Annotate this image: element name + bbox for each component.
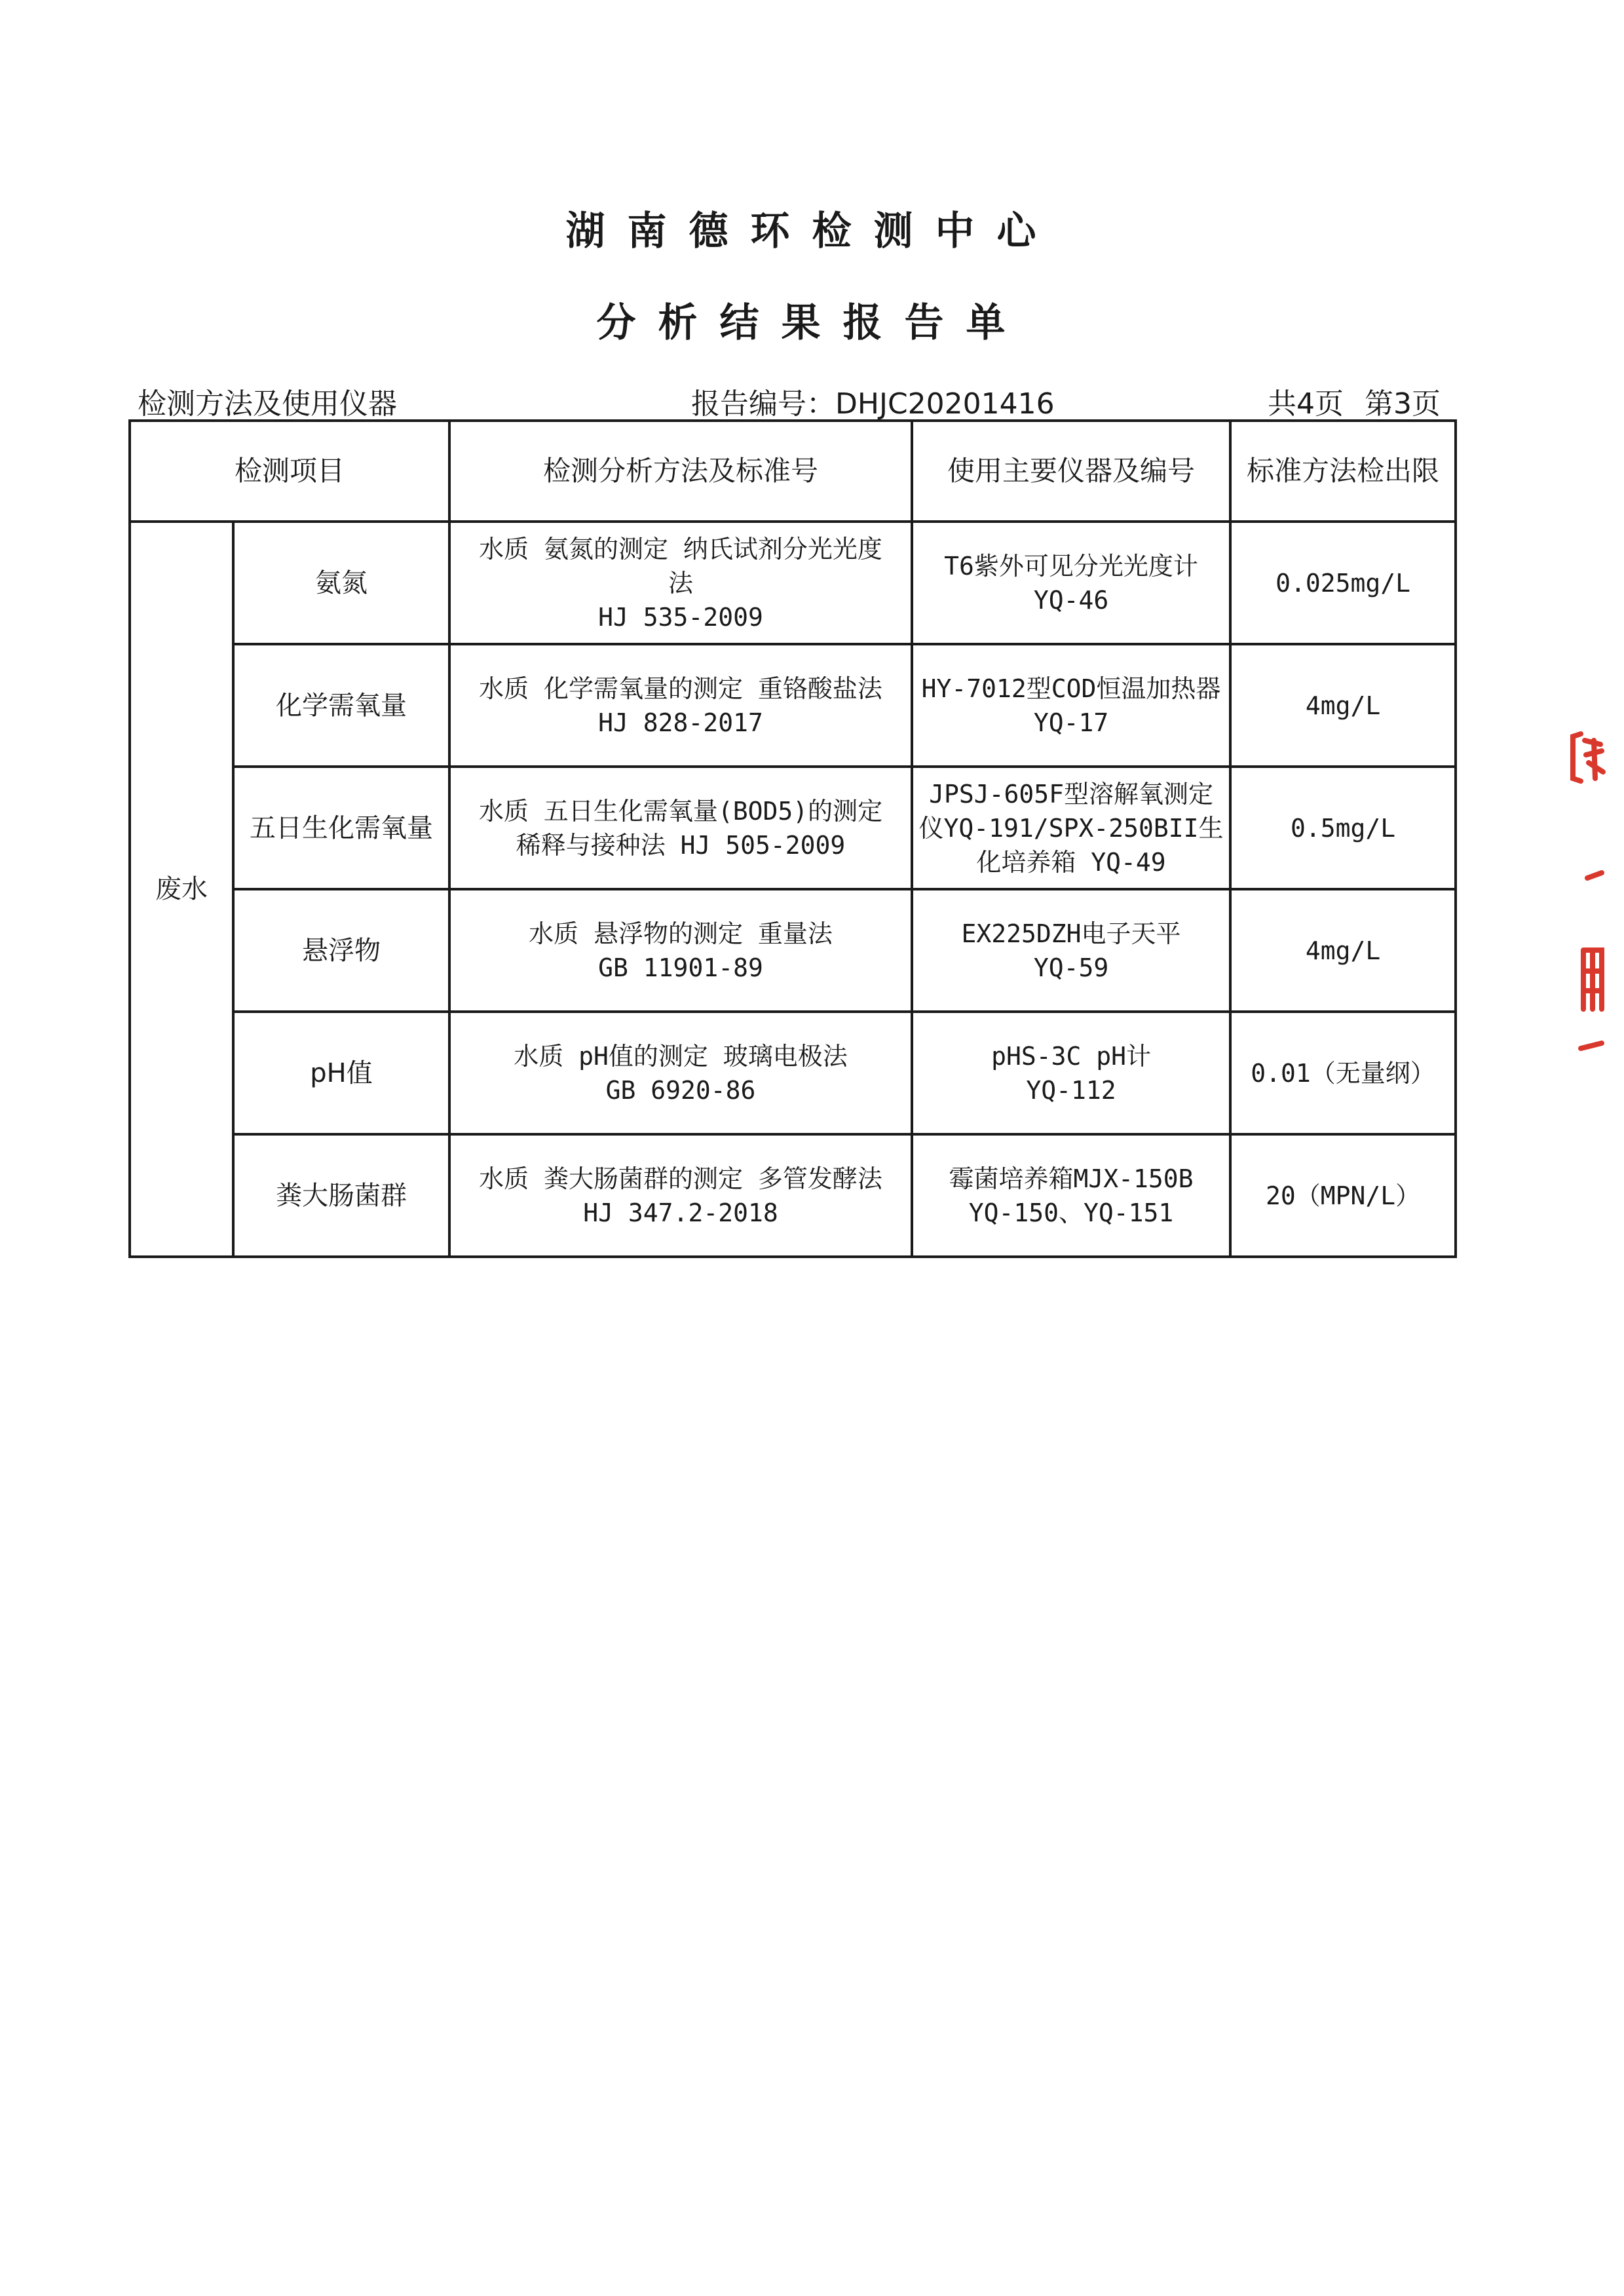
- method-cell-line: GB 11901-89: [598, 953, 763, 982]
- item-cell: 化学需氧量: [233, 644, 449, 767]
- method-cell: [449, 522, 912, 644]
- item-cell: pH值: [233, 1012, 449, 1134]
- method-cell: [449, 767, 912, 889]
- header-limit: 标准方法检出限: [1230, 421, 1456, 522]
- method-cell: [449, 1012, 912, 1134]
- instrument-cell-line: 仪YQ-191/SPX-250BII生: [918, 813, 1224, 843]
- methods-table: [128, 419, 1457, 1258]
- table-row: [130, 522, 1456, 644]
- instrument-cell: [912, 644, 1230, 767]
- instrument-cell-line: YQ-112: [1026, 1075, 1116, 1105]
- method-cell-line: HJ 535-2009: [598, 602, 763, 632]
- method-cell-line: 水质 pH值的测定 玻璃电极法: [514, 1041, 848, 1071]
- header-item: 检测项目: [130, 421, 449, 522]
- item-cell: 悬浮物: [233, 889, 449, 1012]
- document-title: 分析结果报告单: [596, 300, 1028, 346]
- section-label: 检测方法及使用仪器: [138, 387, 397, 421]
- method-cell: [449, 1134, 912, 1257]
- method-cell-line: 水质 化学需氧量的测定 重铬酸盐法: [479, 674, 882, 703]
- limit-cell: 0.01（无量纲）: [1230, 1012, 1456, 1134]
- method-cell-line: GB 6920-86: [605, 1075, 756, 1105]
- item-cell: 氨氮: [233, 522, 449, 644]
- instrument-cell-line: T6紫外可见分光光度计: [944, 551, 1198, 581]
- category-cell: 废水: [130, 522, 233, 1257]
- limit-cell: 0.025mg/L: [1230, 522, 1456, 644]
- method-cell-line: 水质 粪大肠菌群的测定 多管发酵法: [479, 1164, 882, 1193]
- instrument-cell-line: YQ-17: [1033, 708, 1109, 737]
- header-method: 检测分析方法及标准号: [449, 421, 912, 522]
- method-cell: [449, 644, 912, 767]
- instrument-cell-line: 霉菌培养箱MJX-150B: [949, 1164, 1194, 1193]
- instrument-cell-line: YQ-59: [1033, 953, 1109, 982]
- instrument-cell: [912, 767, 1230, 889]
- table-row: [130, 644, 1456, 767]
- method-cell-line: HJ 347.2-2018: [583, 1198, 778, 1227]
- table-row: [130, 889, 1456, 1012]
- instrument-cell: [912, 522, 1230, 644]
- instrument-cell: [912, 1134, 1230, 1257]
- method-cell: [449, 889, 912, 1012]
- instrument-cell: [912, 1012, 1230, 1134]
- method-cell-line: 水质 五日生化需氧量(BOD5)的测定: [478, 796, 883, 826]
- instrument-cell-line: EX225DZH电子天平: [961, 919, 1181, 948]
- instrument-cell-line: YQ-150、YQ-151: [968, 1198, 1174, 1227]
- limit-cell: 20（MPN/L）: [1230, 1134, 1456, 1257]
- limit-cell: 4mg/L: [1230, 644, 1456, 767]
- item-cell: 粪大肠菌群: [233, 1134, 449, 1257]
- instrument-cell-line: 化培养箱 YQ-49: [976, 847, 1166, 877]
- table-row: [130, 767, 1456, 889]
- header-instrument: 使用主要仪器及编号: [912, 421, 1230, 522]
- table-header-row: [130, 421, 1456, 522]
- method-cell-line: 稀释与接种法 HJ 505-2009: [516, 830, 846, 860]
- method-cell-line: 水质 氨氮的测定 纳氏试剂分光光度: [479, 534, 882, 564]
- method-cell-line: HJ 828-2017: [598, 708, 763, 737]
- instrument-cell: [912, 889, 1230, 1012]
- limit-cell: 4mg/L: [1230, 889, 1456, 1012]
- method-cell-line: 法: [668, 568, 694, 598]
- table-row: [130, 1134, 1456, 1257]
- report-number: 报告编号：DHJC20201416: [691, 387, 1055, 421]
- item-cell: 五日生化需氧量: [233, 767, 449, 889]
- instrument-cell-line: HY-7012型COD恒温加热器: [921, 674, 1221, 703]
- limit-cell: 0.5mg/L: [1230, 767, 1456, 889]
- red-seal-stamp: [1569, 721, 1608, 1062]
- page-info: 共4页 第3页: [1268, 387, 1441, 421]
- org-title: 湖南德环检测中心: [565, 208, 1059, 254]
- method-cell-line: 水质 悬浮物的测定 重量法: [529, 919, 833, 948]
- table-row: [130, 1012, 1456, 1134]
- instrument-cell-line: JPSJ-605F型溶解氧测定: [929, 779, 1213, 809]
- instrument-cell-line: YQ-46: [1033, 585, 1109, 615]
- instrument-cell-line: pHS-3C pH计: [991, 1041, 1151, 1071]
